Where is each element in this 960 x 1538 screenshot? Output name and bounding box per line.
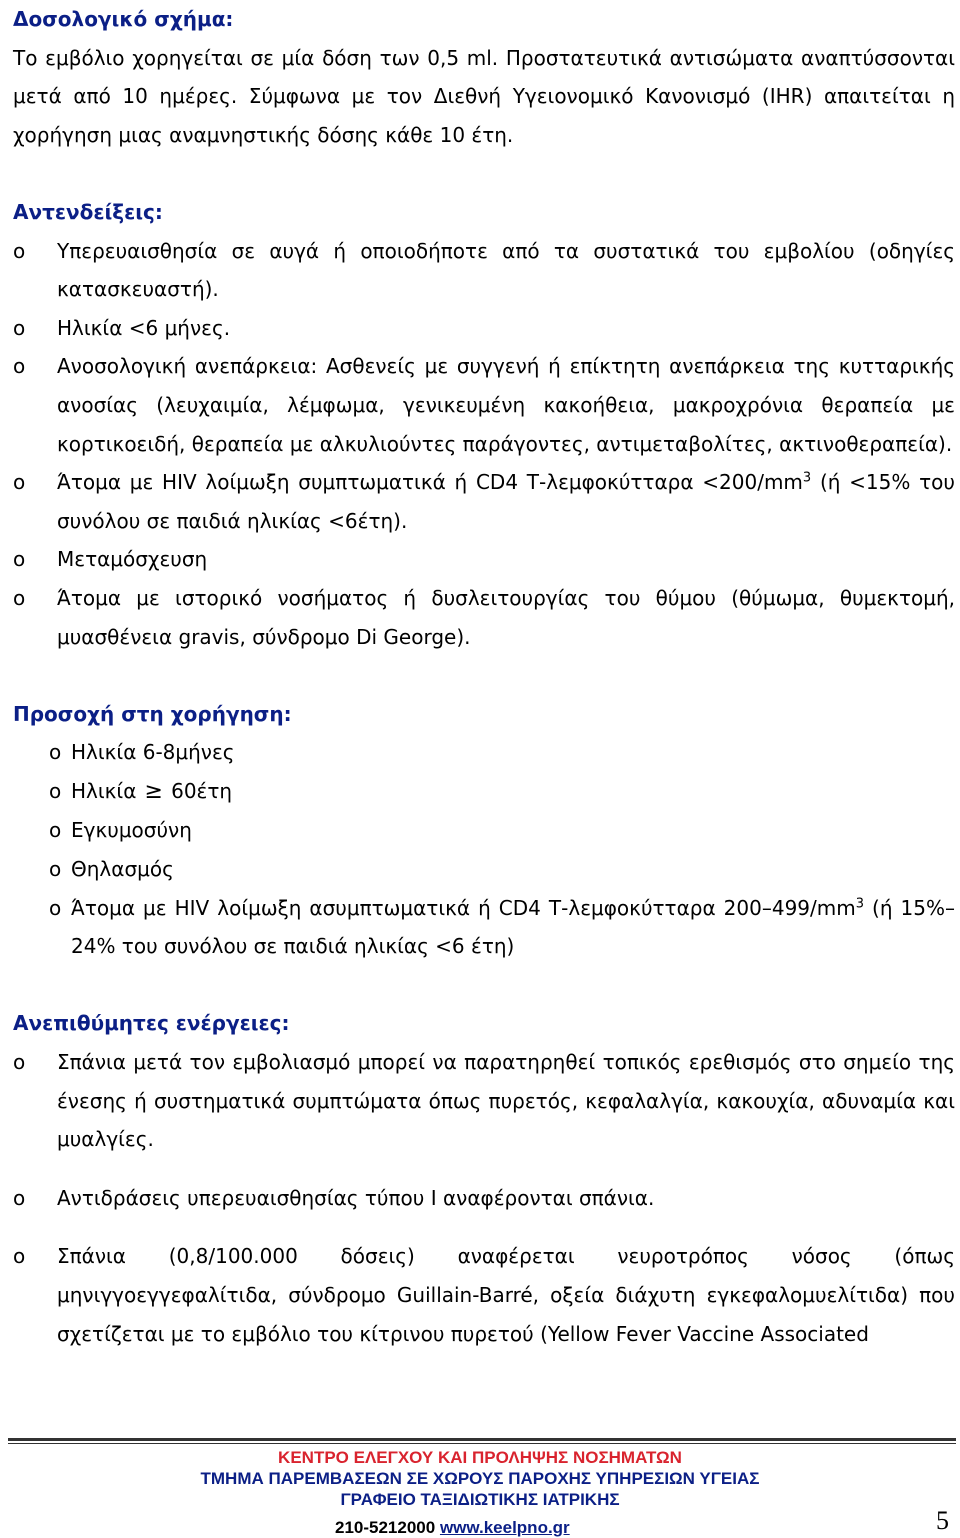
list-item-text: Ηλικία — [71, 778, 137, 803]
list-item-text: Εγκυμοσύνη — [71, 818, 192, 843]
bullet-mark: o — [13, 354, 26, 379]
list-item — [13, 733, 955, 772]
list-item-text: Υπερευαισθησία σε αυγά ή οποιοδήποτε από τα συστατικά του εμβολίου (οδηγίες κατασκευαστή). — [57, 238, 955, 302]
bullet-mark: o — [13, 238, 26, 263]
list-item — [13, 463, 955, 540]
footer-website-link[interactable]: www.keelpno.gr — [439, 1518, 570, 1537]
list-item-text: Θηλασμός — [71, 857, 174, 882]
hiv-text: Άτομα με HIV λοίμωξη ασυμπτωματικά ή CD4 Τ-λεμφοκύτταρα 200–499/mm — [71, 895, 856, 920]
bullet-mark: o — [13, 470, 26, 495]
list-item — [13, 232, 955, 309]
hiv-text-end: (ή 15%–24% του συνόλου σε παιδιά ηλικίας <6 έτη) — [71, 895, 955, 959]
footer-phone: 210-5212000 — [335, 1518, 436, 1537]
bullet-mark: o — [13, 1050, 26, 1075]
caution-heading: Προσοχή στη χορήγηση: — [13, 701, 292, 726]
bullet-mark: o — [13, 315, 26, 340]
list-item-text: Ηλικία 6-8μήνες — [71, 740, 235, 765]
hiv-text: Άτομα με HIV λοίμωξη συμπτωματικά ή CD4 Τ-λεμφοκύτταρα <200/mm — [57, 470, 803, 495]
list-item — [13, 579, 955, 656]
superscript: 3 — [855, 896, 865, 911]
list-item-text: Άτομα με ιστορικό νοσήματος ή δυσλειτουργίας του θύμου (θύμωμα, θυμεκτομή, μυασθένεια gravis, σύνδρομο Di George). — [57, 585, 955, 649]
list-item — [13, 811, 955, 850]
bullet-mark: o — [13, 1244, 26, 1269]
footer-office: ΓΡΑΦΕΙΟ ΤΑΞΙΔΙΩΤΙΚΗΣ ΙΑΤΡΙΚΗΣ — [340, 1490, 620, 1509]
dosage-heading: Δοσολογικό σχήμα: — [13, 7, 234, 31]
list-item-text-end: 60έτη — [171, 778, 233, 803]
bullet-mark: o — [49, 778, 62, 803]
list-item — [13, 540, 955, 579]
bullet-mark: o — [49, 895, 62, 920]
footer-org-name: ΚΕΝΤΡΟ ΕΛΕΓΧΟΥ ΚΑΙ ΠΡΟΛΗΨΗΣ ΝΟΣΗΜΑΤΩΝ — [278, 1448, 682, 1467]
list-item — [13, 1179, 955, 1218]
greater-equal-icon: ≥ — [144, 778, 163, 804]
dosage-text: Το εμβόλιο χορηγείται σε μία δόση των 0,5 ml. Προστατευτικά αντισώματα αναπτύσσονται μετά από 10 ημέρες. Σύμφωνα με τον Διεθνή Υγειονομικό Κανονισμό (IHR) απαιτείται η χορήγηση μιας αναμνηστικής δόσης κάθε 10 έτη. — [13, 45, 955, 147]
list-item — [13, 1237, 955, 1353]
bullet-mark: o — [13, 585, 26, 610]
list-item — [13, 347, 955, 463]
hiv-text-end: (ή <15% του συνόλου σε παιδιά ηλικίας <6έτη). — [57, 470, 955, 533]
list-item — [13, 772, 955, 812]
list-item-text: Σπάνια μετά τον εμβολιασμό μπορεί να παρατηρηθεί τοπικός ερεθισμός στο σημείο της ένεσης ή συστηματικά συμπτώματα όπως πυρετός, κεφαλαλγία, κακουχία, αδυναμία και μυαλγίες. — [57, 1050, 955, 1152]
bullet-mark: o — [13, 1185, 26, 1210]
list-item-text: Σπάνια (0,8/100.000 δόσεις) αναφέρεται νευροτρόπος νόσος (όπως μηνιγγοεγγεφαλίτιδα, σύνδρομο Guillain-Barré, οξεία διάχυτη εγκεφαλομυελίτιδα) που σχετίζεται με το εμβόλιο του κίτρινου πυρετού (Yellow Fever Vaccine Associated — [57, 1244, 955, 1346]
list-item-text: Ηλικία <6 μήνες. — [57, 315, 231, 340]
bullet-mark: o — [49, 857, 62, 882]
page-number: 5 — [936, 1506, 949, 1535]
superscript: 3 — [802, 470, 812, 486]
list-item — [13, 1043, 955, 1159]
list-item-text: Ανοσολογική ανεπάρκεια: Ασθενείς με συγγενή ή επίκτητη ανεπάρκεια της κυτταρικής ανοσίας (λευχαιμία, λέμφωμα, γενικευμένη κακοήθεια, μακροχρόνια θεραπεία με κορτικοειδή, θεραπεία με αλκυλιούντες παράγοντες, αντιμεταβολίτες, ακτινοθεραπεία). — [57, 354, 955, 456]
bullet-mark: o — [49, 818, 62, 843]
bullet-mark: o — [49, 740, 62, 765]
list-item-text: Αντιδράσεις υπερευαισθησίας τύπου I αναφέρονται σπάνια. — [57, 1185, 655, 1210]
list-item — [13, 889, 955, 966]
contraindications-heading: Αντενδείξεις: — [13, 199, 163, 224]
footer-rule — [8, 1438, 956, 1441]
footer-department: ΤΜΗΜΑ ΠΑΡΕΜΒΑΣΕΩΝ ΣΕ ΧΩΡΟΥΣ ΠΑΡΟΧΗΣ ΥΠΗΡΕΣΙΩΝ ΥΓΕΙΑΣ — [200, 1469, 760, 1488]
list-item — [13, 309, 955, 348]
document-page — [13, 0, 955, 1353]
bullet-mark: o — [13, 547, 26, 572]
footer-rule-thin — [8, 1443, 956, 1444]
adverse-effects-heading: Ανεπιθύμητες ενέργειες: — [13, 1011, 290, 1036]
list-item-text: Μεταμόσχευση — [57, 547, 208, 572]
footer-contact — [335, 1518, 570, 1538]
list-item — [13, 850, 955, 889]
